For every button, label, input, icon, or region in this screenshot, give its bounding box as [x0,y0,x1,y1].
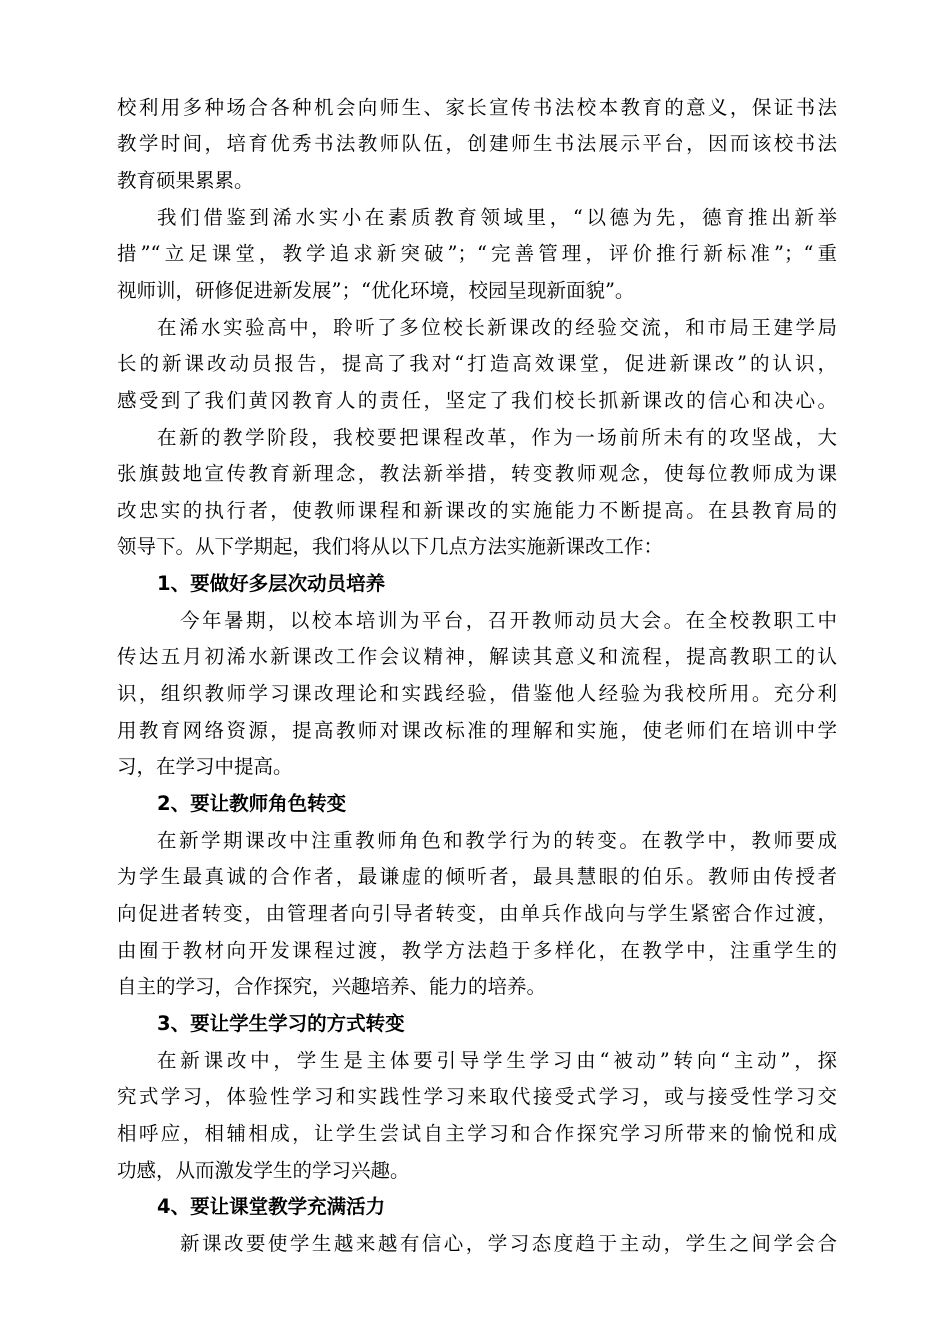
section1-line-1: 今年暑期，以校本培训为平台，召开教师动员大会。在全校教职工中 [180,609,837,632]
intro-line-1: 校利用多种场合各种机会向师生、家长宣传书法校本教育的意义，保证书法 [117,96,837,119]
para1-line-1: 我们借鉴到浠水实小在素质教育领域里，“以德为先，德育推出新举 [157,206,837,229]
section3-heading: 3、要让学生学习的方式转变 [157,1012,405,1035]
section4-line-1: 新课改要使学生越来越有信心，学习态度趋于主动，学生之间学会合 [180,1232,837,1255]
para2-line-2: 长的新课改动员报告，提高了我对“打造高效课堂，促进新课改”的认识， [117,352,837,375]
para2-line-3: 感受到了我们黄冈教育人的责任，坚定了我们校长抓新课改的信心和决心。 [117,389,837,412]
section1-heading: 1、要做好多层次动员培养 [157,572,386,595]
intro-line-2: 教学时间，培育优秀书法教师队伍，创建师生书法展示平台，因而该校书法 [117,132,837,155]
section2-line-2: 为学生最真诚的合作者，最谦虚的倾听者，最具慧眼的伯乐。教师由传授者 [117,865,837,888]
para3-line-4: 领导下。从下学期起，我们将从以下几点方法实施新课改工作： [117,535,664,558]
section1-line-4: 用教育网络资源，提高教师对课改标准的理解和实施，使老师们在培训中学 [117,719,837,742]
section2-line-5: 自主的学习，合作探究，兴趣培养、能力的培养。 [117,975,547,998]
section2-line-4: 由囿于教材向开发课程过渡，教学方法趋于多样化，在教学中，注重学生的 [117,939,837,962]
section2-line-1: 在新学期课改中注重教师角色和教学行为的转变。在教学中，教师要成 [157,829,837,852]
para2-line-1: 在浠水实验高中，聆听了多位校长新课改的经验交流，和市局王建学局 [157,316,837,339]
section2-heading: 2、要让教师角色转变 [157,792,347,815]
section4-heading: 4、要让课堂教学充满活力 [157,1195,386,1218]
para3-line-2: 张旗鼓地宣传教育新理念，教法新举措，转变教师观念，使每位教师成为课 [117,462,837,485]
para1-line-3: 视师训，研修促进新发展”；“优化环境，校园呈现新面貌”。 [117,279,635,302]
para3-line-1: 在新的教学阶段，我校要把课程改革，作为一场前所未有的攻坚战，大 [157,426,837,449]
intro-line-3: 教育硕果累累。 [117,169,254,192]
section1-line-5: 习，在学习中提高。 [117,755,293,778]
para1-line-2: 措”“立足课堂，教学追求新突破”；“完善管理，评价推行新标准”；“重 [117,242,837,265]
section3-line-1: 在新课改中，学生是主体要引导学生学习由“被动”转向“主动”，探 [157,1049,837,1072]
section3-line-4: 功感，从而激发学生的学习兴趣。 [117,1159,410,1182]
section3-line-2: 究式学习，体验性学习和实践性学习来取代接受式学习，或与接受性学习交 [117,1085,837,1108]
section1-line-3: 识，组织教师学习课改理论和实践经验，借鉴他人经验为我校所用。充分利 [117,682,837,705]
section2-line-3: 向促进者转变，由管理者向引导者转变，由单兵作战向与学生紧密合作过渡， [117,902,837,925]
section3-line-3: 相呼应，相辅相成，让学生尝试自主学习和合作探究学习所带来的愉悦和成 [117,1122,837,1145]
para3-line-3: 改忠实的执行者，使教师课程和新课改的实施能力不断提高。在县教育局的 [117,499,837,522]
section1-line-2: 传达五月初浠水新课改工作会议精神，解读其意义和流程，提高教职工的认 [117,645,837,668]
